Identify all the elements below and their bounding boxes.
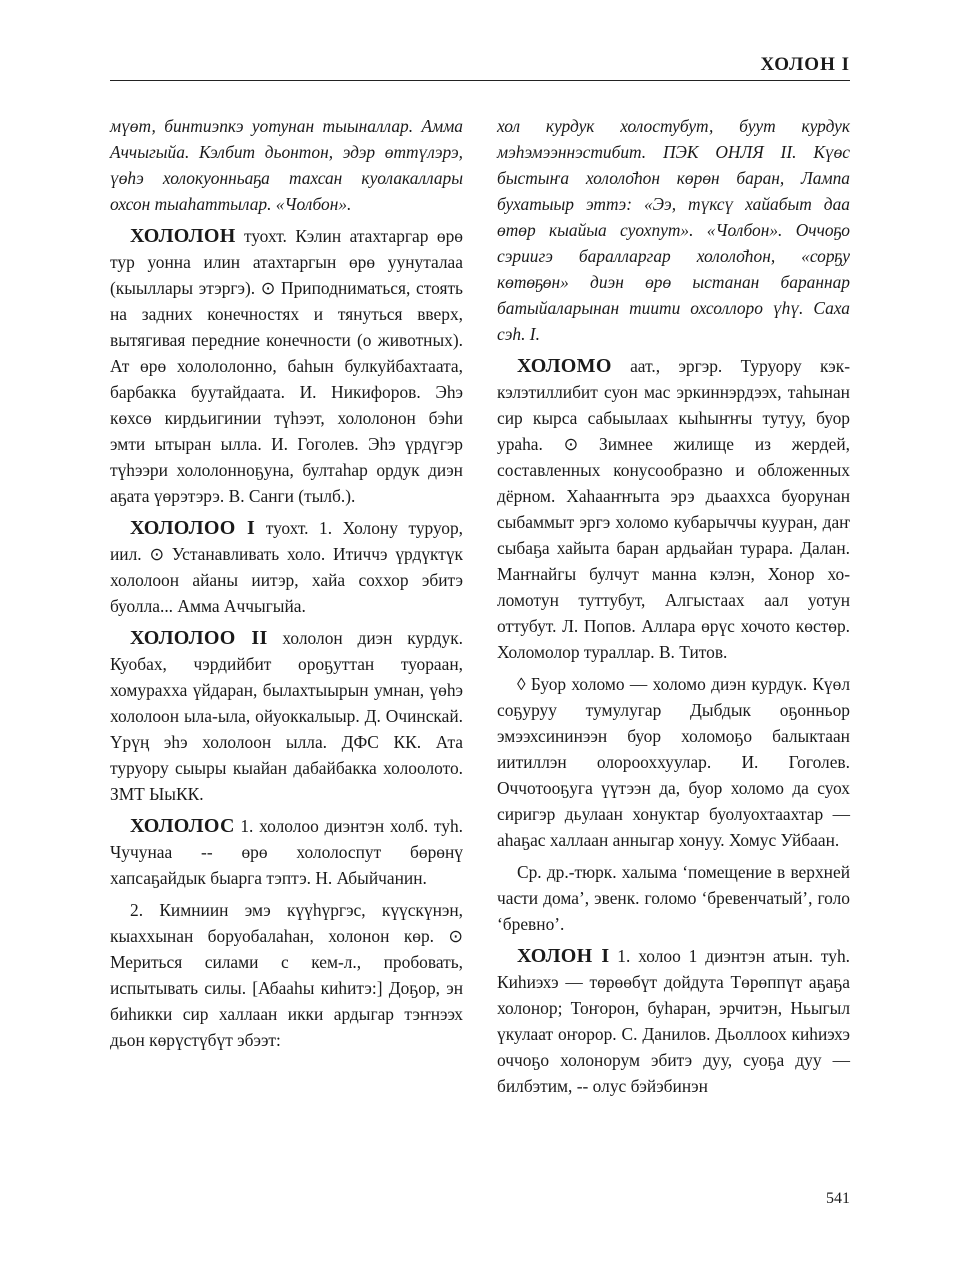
entry-continuation: хол курдук холостубут, буут курдук мэһэмээннэстибит. ПЭК ОНЛЯ II. Күөс быстыҥа хололо̄һон көрөн баран, Лампа бухатыыр эттэ: «Ээ, түксү хайабыт даа өтөр кыайыа суохпут». «Чолбон». Оччоҕо сэриигэ баралларгар хололо̄һон, «сорҕу көтөҕөн» диэн өрө ыстанан бараннар батыйаларынан тиити охсоллоро үһү. Саха сэһ. I. <box>497 116 850 344</box>
entry-continuation: мүөт, бинтиэпкэ уотунан тыыналлар. Амма Аччыгыйа. Кэлбит дьонтон, эдэр өттүлэрэ, үөһэ холокуонньаҕа тахсан куолакаллары охсон тыаһаттылар. «Чолбон». <box>110 116 463 214</box>
running-header-title: ХОЛОН I <box>760 54 850 75</box>
entry-body: 1. холоо 1 диэнтэн атын. туһ. Киһиэхэ — төрөөбүт дойдута Төрөппүт аҕаҕа холонор; Тоҥорон, буһаран, эрчитэн, Ньыгыл үкулаат оҥорор. С. Данилов. Дьоллоох киһиэхэ оччоҕо холонорум эбитэ дуу, суоҕа дуу — билбэтим, -- олус бэйэбинэн <box>497 946 851 1096</box>
headword: ХОЛОМО <box>517 355 612 377</box>
entry-body: туохт. 1. Холону туруор, иил. ⊙ Устанавливать холо. Итиччэ үрдүктүк хололоон айаны иитэр, хайа соххор эбитэ буолла... Амма Аччыгыйа. <box>110 518 463 616</box>
right-column <box>497 113 850 1105</box>
entry-hololoo-2 <box>110 625 463 807</box>
entry-hololon <box>110 223 463 509</box>
headword: ХОЛОЛОО II <box>130 627 268 649</box>
headword: ХОЛОЛОО I <box>130 517 256 539</box>
entry-body: хололон диэн курдук. Куобах, чэрдийбит ороҕуттан туораан, хомурахха үйдаран, былахтыырын умнан, үөһэ хололоон ыла-ыла, ойуоккалыыр. Д. Очинскай. Үрүң эһэ хололоон ылла. ДФС КК. Ата туруору сыыры кыайан дабайбакка холоолото. ЗМТ ЫыКК. <box>110 628 463 804</box>
entry-body: аат., эргэр. Туруору кэккэлэтиллибит суон мас эркиннэрдээх, таһынан сир кырса сабыылаах кыһыҥҥы тутуу, буор ураһа. ⊙ Зимнее жилище из жердей, составленных конусообразно и обложенных дёрном. Хаһааҥҥыта эрэ дьааххса буорунан сыбаммыт эргэ холомо кубарыччы кууран, даҥ сыбаҕа хайыта баран ардьайан турара. Далан. Маҥнайгы булчут манна кэлэн, Хонор холомотун туттубут, Алгыстаах аал уотун оттубут. Л. Попов. Аллара өрүс хочото көстөр. Холомолор тураллар. В. Титов. <box>497 356 850 662</box>
entry-buor-holomo: ◊ Буор холомо — холомо диэн курдук. Күөл соҕуруу тумулугар Дыбдык оҕонньор эмээхсининээн буор холомоҕо балыктаан иитиллэн олорооххуулар. И. Гоголев. Оччотооҕуга үүтээн да, буор холомо да суох сиригэр дьулаан хонуктар буолуохтаахтар — аһаҕас халлаан анныгар хонуу. Хомус Уйбаан. <box>497 674 850 850</box>
entry-holomo <box>497 353 850 665</box>
entry-body: 1. хололоо диэнтэн холб. туһ. Чучунаа -- өрө хололоспут бөрөнү хапсаҕайдык быарга тэптэ. Н. Абыйчанин. <box>110 816 463 888</box>
running-header <box>110 50 850 81</box>
entry-holon-1 <box>497 943 850 1099</box>
entry-body: туохт. Кэлин атахтаргар өрө тур уонна илин атахтаргын өрө уунуталаа (кыыллары этэргэ). ⊙ Приподниматься, стоять на задних конечностях и тянуться вверх, вытягивая передние конечности (о животных). Ат өрө холололонно, баһын булкуйбахтаата, барбакка буутайдаата. И. Никифоров. Эһэ көхсө кирдьигинии түһээт, хололонон бэһи эмти ытыран ылла. И. Гоголев. Эһэ үрдүгэр түһээри хололонноҕуна, бултаһар ордук диэн аҕата үөрэтэрэ. В. Санги (тылб.). <box>110 226 463 506</box>
left-column <box>110 113 463 1059</box>
entry-etymology: Ср. др.-тюрк. халыма ‘помещение в верхней части дома’, эвенк. голомо ‘бревенчатый’, голо ‘бревно’. <box>497 862 850 934</box>
entry-hololoo-1 <box>110 515 463 619</box>
headword: ХОЛОН I <box>517 945 610 967</box>
headword: ХОЛОЛОС <box>130 815 235 837</box>
page-number: 541 <box>826 1190 850 1207</box>
entry-hololos-sense-2: 2. Кимниин эмэ күүһүргэс, күүскүнэн, кыаххынан боруобалаһан, холонон көр. ⊙ Мериться силами с кем-л., пробовать, испытывать силы. [Абааһы киһитэ:] Доҕор, эн биһикки сир халлаан икки ардыгар тэҥнээх дьон көрүстүбүт эбээт: <box>110 900 463 1050</box>
entry-hololos <box>110 813 463 891</box>
headword: ХОЛОЛОН <box>130 225 236 247</box>
